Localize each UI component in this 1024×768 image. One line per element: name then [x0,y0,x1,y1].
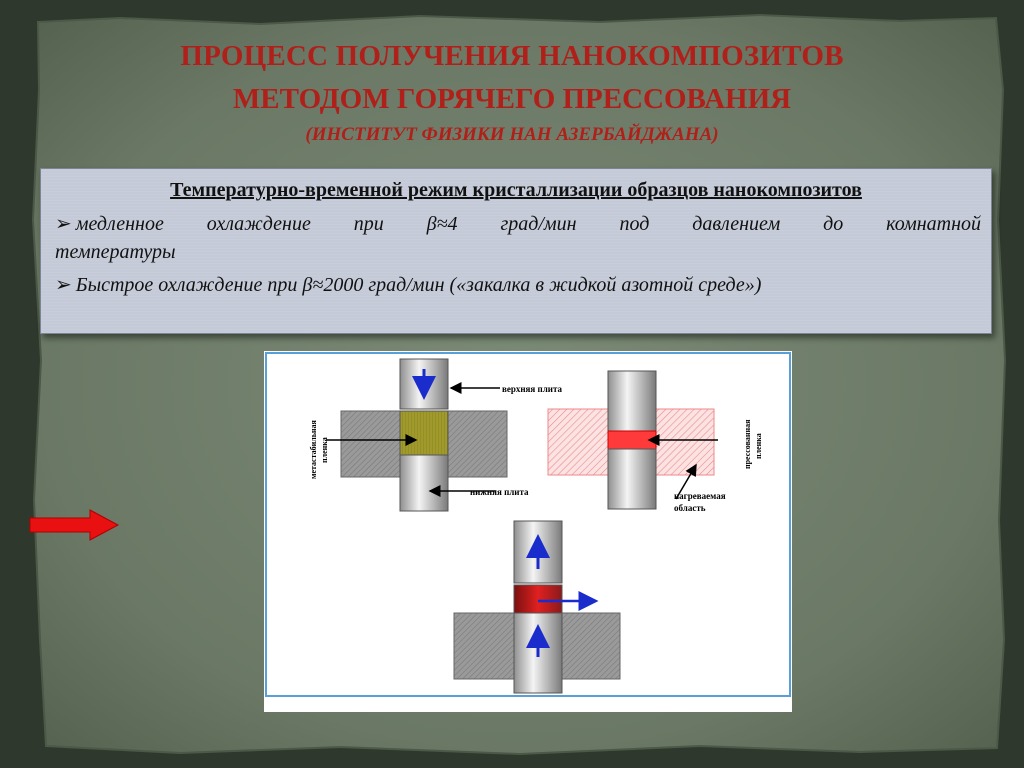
metastable-film [400,411,448,455]
left-lower-plate [400,455,448,511]
label-pressed-1: прессованная [743,419,752,469]
slide-title-line2: МЕТОДОМ ГОРЯЧЕГО ПРЕССОВАНИЯ [232,83,792,115]
slide-title-line1: ПРОЦЕСС ПОЛУЧЕНИЯ НАНОКОМПОЗИТОВ [180,40,844,72]
label-metastable-1: метастабильная [309,420,318,479]
right-upper-plate [608,371,656,431]
label-metastable-2: пленка [320,437,329,463]
bullet-item-2 [55,272,981,297]
bullet-arrow-icon: ➢ [55,213,72,235]
right-arrow-icon[interactable] [28,508,120,542]
bullet-item-1-text: медленное охлаждение при β≈4 град/мин под давлением до комнатной [75,213,981,235]
slide-subtitle: (ИНСТИТУТ ФИЗИКИ НАН АЗЕРБАЙДЖАНА) [305,124,719,145]
label-upper-plate: верхняя плита [502,384,562,394]
label-lower-plate: нижняя плита [470,487,529,497]
label-heated-2: область [674,503,706,513]
quenched-film [514,585,562,613]
bullet-arrow-icon: ➢ [55,274,72,296]
right-lower-plate [608,449,656,509]
info-textbox [40,168,992,334]
textbox-heading: Температурно-временной режим кристаллизации образцов нанокомпозитов [170,179,862,201]
bullet-item-2-text: Быстрое охлаждение при β≈2000 град/мин («закалка в жидкой азотной среде») [75,274,762,296]
pressed-film [608,431,656,449]
bullet-item-1 [55,211,981,236]
label-pressed-2: пленка [754,433,763,459]
bullet-item-1-continuation: температуры [55,241,176,263]
hot-pressing-diagram [264,351,792,712]
label-heated-1: нагреваемая [674,491,726,501]
